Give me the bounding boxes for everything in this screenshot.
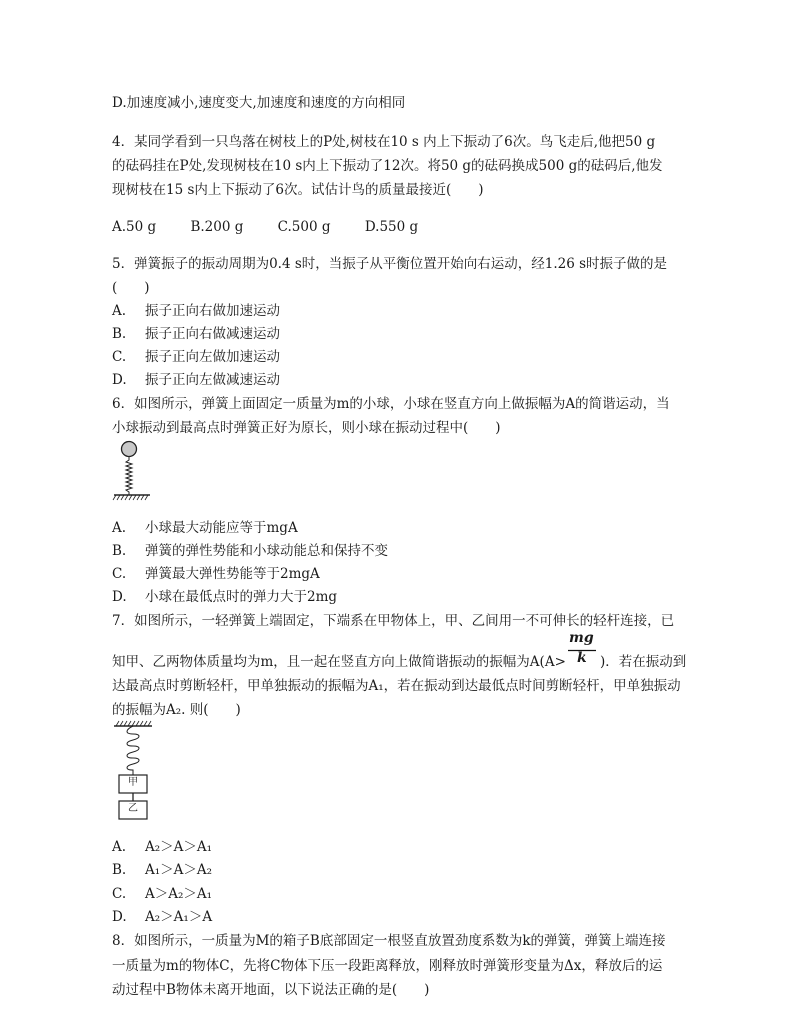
q6-option-d-label: D. <box>112 589 127 605</box>
q6-option-a-text: 小球最大动能应等于mgA <box>145 520 298 536</box>
q4-stem-line1: 4．某同学看到一只鸟落在树枝上的P处,树枝在10 s 内上下振动了6次。鸟飞走后,他把50 g <box>112 134 656 150</box>
q6-option-b <box>112 542 388 560</box>
q6-option-d-text: 小球在最低点时的弹力大于2mg <box>145 589 338 605</box>
q5-option-b <box>112 325 280 343</box>
q6-stem-line2: 小球振动到最高点时弹簧正好为原长，则小球在振动过程中( ) <box>112 420 501 436</box>
q4-option-b: B.200 g <box>190 219 244 235</box>
q5-option-b-text: 振子正向右做减速运动 <box>145 326 280 342</box>
q7-stem-line2b: )．若在振动到 <box>600 654 687 670</box>
q7-stem-line1: 7．如图所示，一轻弹簧上端固定，下端系在甲物体上，甲、乙间用一不可伸长的轻杆连接，已 <box>112 613 675 629</box>
q6-option-b-text: 弹簧的弹性势能和小球动能总和保持不变 <box>145 543 388 559</box>
q6-option-c-label: C. <box>112 566 127 582</box>
q7-option-a <box>112 838 212 856</box>
q7-option-d <box>112 908 212 926</box>
q7-fraction-denominator: k <box>577 650 587 666</box>
q4-options <box>112 218 448 236</box>
q4-option-d: D.550 g <box>364 219 419 235</box>
q7-stem-line4: 的振幅为A₂. 则( ) <box>112 702 241 718</box>
q7-stem-line3: 达最高点时剪断轻杆，甲单独振动的振幅为A₁，若在振动到达最低点时间剪断轻杆，甲单独振动 <box>112 678 681 694</box>
q7-stem-line2a: 知甲、乙两物体质量均为m，且一起在竖直方向上做简谐振动的振幅为A(A> <box>112 654 566 670</box>
q5-option-c <box>112 348 280 366</box>
q3-option-d: D.加速度减小,速度变大,加速度和速度的方向相同 <box>112 95 406 111</box>
q6-option-a-label: A. <box>112 520 127 536</box>
q5-option-c-text: 振子正向左做加速运动 <box>145 349 280 365</box>
q5-option-a <box>112 302 280 320</box>
q7-option-a-label: A. <box>112 839 127 855</box>
q7-option-d-text: A₂＞A₁＞A <box>145 909 213 925</box>
q6-option-c-text: 弹簧最大弹性势能等于2mgA <box>145 566 320 582</box>
q7-option-c <box>112 885 212 903</box>
q7-block-jia-label: 甲 <box>128 777 138 788</box>
q6-figure-spring-ball <box>110 440 158 506</box>
q7-option-b-label: B. <box>112 862 127 878</box>
q6-option-c <box>112 565 320 583</box>
q7-option-c-label: C. <box>112 886 127 902</box>
q5-option-d-label: D. <box>112 372 127 388</box>
q4-option-a: A.50 g <box>112 219 157 235</box>
q6-stem-line1: 6．如图所示，弹簧上面固定一质量为m的小球，小球在竖直方向上做振幅为A的简谐运动，当 <box>112 396 670 412</box>
q8-stem-line1: 8．如图所示，一质量为M的箱子B底部固定一根竖直放置劲度系数为k的弹簧，弹簧上端连接 <box>112 933 666 949</box>
q5-option-d-text: 振子正向左做减速运动 <box>145 372 280 388</box>
q7-option-b-text: A₁＞A＞A₂ <box>145 862 213 878</box>
q7-option-a-text: A₂＞A＞A₁ <box>145 839 213 855</box>
q8-stem-line2: 一质量为m的物体C，先将C物体下压一段距离释放，刚释放时弹簧形变量为Δx，释放后的运 <box>112 958 663 974</box>
q8-stem-line3: 动过程中B物体未离开地面，以下说法正确的是( ) <box>112 982 430 998</box>
q5-option-b-label: B. <box>112 326 127 342</box>
q5-option-c-label: C. <box>112 349 127 365</box>
q5-stem-line2: ( ) <box>112 280 150 296</box>
q7-fraction-numerator: mg <box>569 630 594 646</box>
q7-option-b <box>112 861 212 879</box>
q7-block-yi-label: 乙 <box>128 803 138 814</box>
q6-option-d <box>112 588 337 606</box>
q6-option-b-label: B. <box>112 543 127 559</box>
q5-option-a-label: A. <box>112 303 127 319</box>
q4-stem-line2: 的砝码挂在P处,发现树枝在10 s内上下振动了12次。将50 g的砝码换成500 g的砝码后,他发 <box>112 158 663 174</box>
q5-stem-line1: 5．弹簧振子的振动周期为0.4 s时，当振子从平衡位置开始向右运动，经1.26 s时振子做的是 <box>112 256 668 272</box>
q7-option-d-label: D. <box>112 909 127 925</box>
q6-option-a <box>112 519 298 537</box>
q4-stem-line3: 现树枝在15 s内上下振动了6次。试估计鸟的质量最接近( ) <box>112 182 484 198</box>
q4-option-c: C.500 g <box>277 219 331 235</box>
q5-option-a-text: 振子正向右做加速运动 <box>145 303 280 319</box>
q5-option-d <box>112 371 280 389</box>
q7-option-c-text: A＞A₂＞A₁ <box>145 886 213 902</box>
